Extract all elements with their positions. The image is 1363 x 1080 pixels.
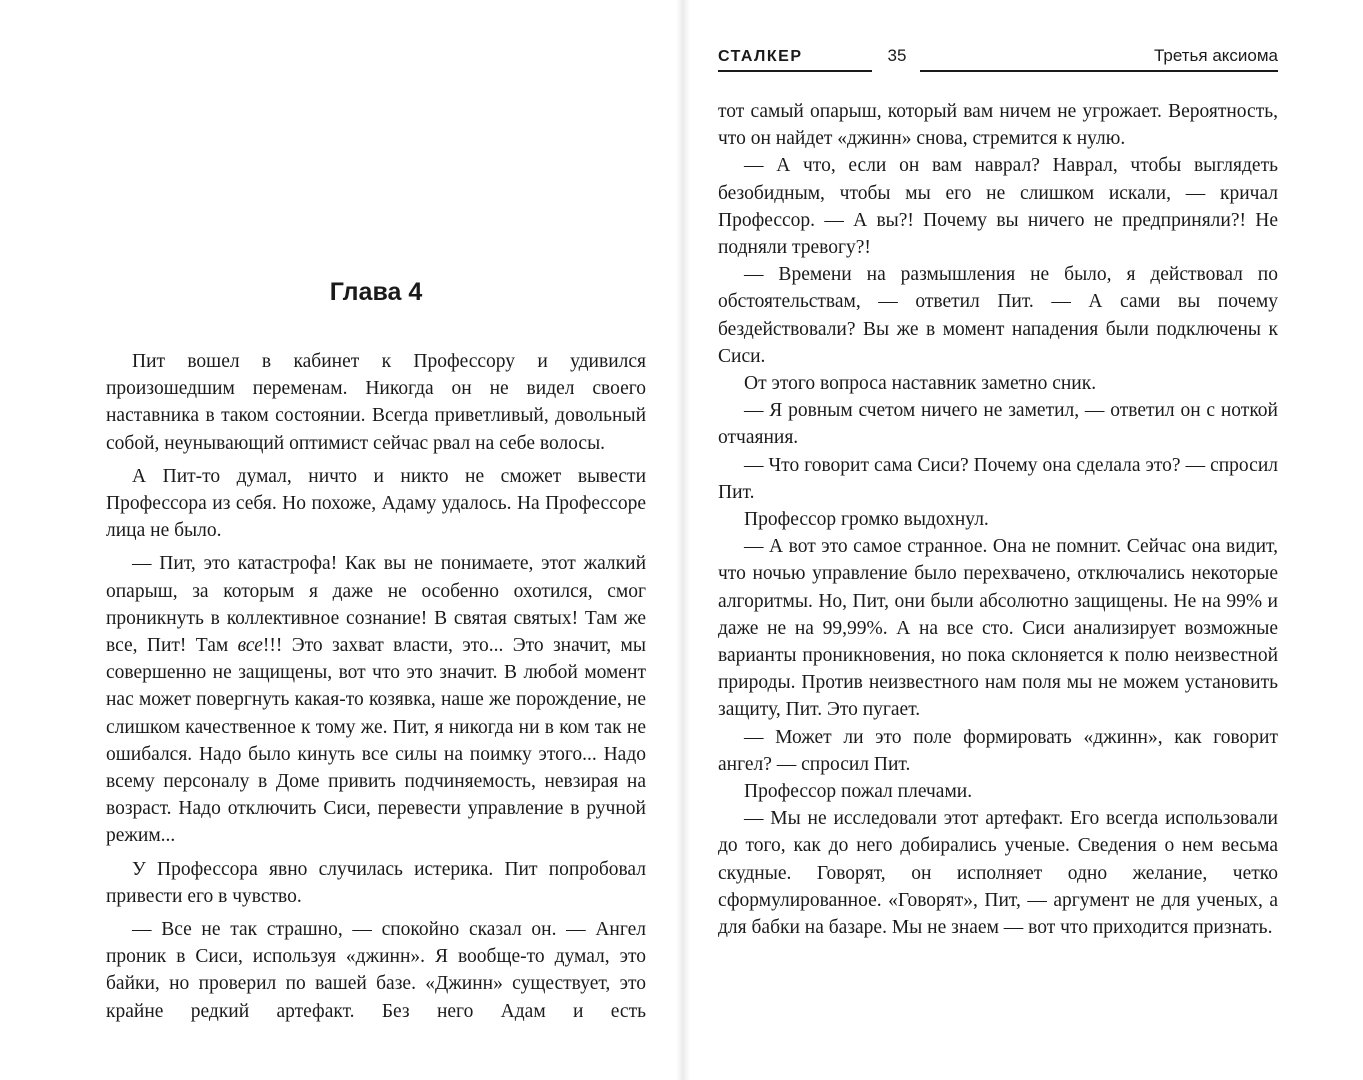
- paragraph: — Все не так страшно, — спокойно сказал он. — Ангел проник в Сиси, используя «джинн». Я вообще-то думал, это байки, но проверил по вашей базе. «Джинн» существует, это крайне редкий артефакт. Без него Адам и есть: [106, 919, 646, 1022]
- paragraph: тот самый опарыш, который вам ничем не угрожает. Вероятность, что он найдет «джинн» снова, стремится к нулю.: [718, 101, 1278, 150]
- paragraph: [106, 550, 646, 849]
- right-page: [718, 0, 1286, 1080]
- series-name: СТАЛКЕР: [718, 48, 803, 65]
- paragraph-text: — Пит, это катастрофа! Как вы не понимаете, этот жалкий опарыш, за которым я даже не особенно охотился, смог проникнуть в коллективное сознание! В святая святых! Там же все, Пит! Там: [106, 553, 646, 657]
- paragraph: Пит вошел в кабинет к Профессору и удивился произошедшим переменам. Никогда он не видел своего наставника в таком состоянии. Всегда приветливый, довольный собой, неунывающий оптимист сейчас рвал на себе волосы.: [106, 351, 646, 454]
- paragraph: А Пит-то думал, ничто и никто не сможет вывести Профессора из себя. Но похоже, Адаму удалось. На Профессоре лица не было.: [106, 465, 646, 542]
- book-gutter: [676, 0, 690, 1080]
- paragraph: Профессор громко выдохнул.: [744, 509, 989, 531]
- paragraph: — Времени на размышления не было, я действовал по обстоятельствам, — ответил Пит. — А сами вы почему бездействовали? Вы же в момент нападения были подключены к Сиси.: [718, 264, 1278, 367]
- paragraph: У Профессора явно случилась истерика. Пит попробовал привести его в чувство.: [106, 858, 646, 907]
- right-page-text: [718, 98, 1278, 941]
- paragraph: — Мы не исследовали этот артефакт. Его всегда использовали до того, как до него добирались ученые. Сведения о нем весьма скудные. Говорят, он исполняет одно желание, четко сформулированное. «Говорят», Пит, — аргумент не для ученых, а для бабки на базаре. Мы не знаем — вот что приходится признать.: [718, 808, 1278, 939]
- paragraph: Профессор пожал плечами.: [744, 781, 973, 803]
- paragraph: — А что, если он вам наврал? Наврал, чтобы выглядеть безобидным, чтобы мы его не слишком искали, — кричал Профессор. — А вы?! Почему вы ничего не предприняли?! Не подняли тревогу?!: [718, 155, 1278, 259]
- running-header: [718, 44, 1278, 74]
- emphasis-text: все: [237, 635, 263, 657]
- page-number: 35: [887, 46, 907, 65]
- left-page-text: [106, 348, 646, 1031]
- left-page: [106, 0, 646, 1080]
- paragraph: — А вот это самое странное. Она не помнит. Сейчас она видит, что ночью управление было перехвачено, отключались некоторые алгоритмы. Но, Пит, они были абсолютно защищены. Не на 99% и даже не на 99,99%. А на все сто. Сиси анализирует возможные варианты проникновения, но пока склоняется к полю неизвестной природы. Против неизвестного нам поля мы не можем установить защиту, Пит. Это пугает.: [718, 536, 1278, 721]
- paragraph: — Что говорит сама Сиси? Почему она сделала это? — спросил Пит.: [718, 454, 1278, 503]
- book-title: Третья аксиома: [1153, 46, 1278, 65]
- header-rule: [718, 70, 872, 72]
- chapter-title: Глава 4: [329, 278, 423, 306]
- paragraph-text: !!! Это захват власти, это... Это значит, мы совершенно не защищены, вот что это значит. В любой момент нас может повергнуть какая-то козявка, наше же порождение, не слишком качественное к тому же. Пит, я никогда ни в ком так не ошибался. Надо было кинуть все силы на поимку этого... Надо всему персоналу в Доме привить подчиняемость, невзирая на возраст. Надо отключить Сиси, перевести управление в ручной режим...: [106, 635, 646, 847]
- paragraph: — Я ровным счетом ничего не заметил, — ответил он с ноткой отчаяния.: [718, 400, 1278, 449]
- paragraph: — Может ли это поле формировать «джинн», как говорит ангел? — спросил Пит.: [718, 726, 1278, 775]
- header-rule: [920, 70, 1278, 72]
- paragraph: От этого вопроса наставник заметно сник.: [744, 373, 1097, 395]
